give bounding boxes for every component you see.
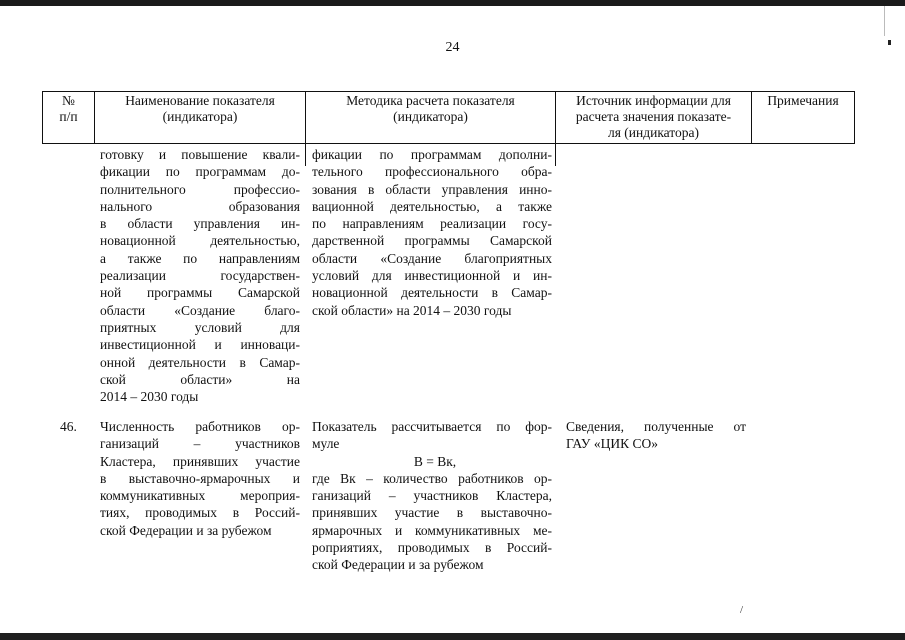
header-notes: Примечания bbox=[752, 92, 855, 144]
stray-mark: / bbox=[740, 604, 744, 616]
scan-edge-line bbox=[884, 6, 885, 36]
header-number: № п/п bbox=[43, 92, 95, 144]
table-header bbox=[42, 91, 855, 144]
column-divider bbox=[555, 144, 556, 166]
continued-calculation-method: фикации по программам дополни- тельного профессионального обра- зования в области управления инно- вационной деятельностью, а также по направлениям реализации госу- дарственной программы Самарской области «Создание благоприятных условий для инвестиционной и ин- новационной деятельности в Самар- ской области» на 2014 – 2030 годы bbox=[312, 147, 552, 318]
scan-bottom-border bbox=[0, 633, 905, 640]
row-46-indicator-name: Численность работников ор- ганизаций – участников Кластера, принявших участие в выставочно-ярмарочных и коммуникативных мероприя- тиях, проводимых в Россий- ской Федерации и за рубежом bbox=[100, 419, 300, 538]
row-46-number: 46. bbox=[60, 419, 77, 434]
formula: В = Вк, bbox=[413, 453, 457, 469]
page-number: 24 bbox=[445, 40, 460, 55]
scan-top-border bbox=[0, 0, 905, 6]
row-46-information-source: Сведения, полученные от ГАУ «ЦИК СО» bbox=[566, 419, 746, 452]
continued-indicator-name: готовку и повышение квали- фикации по программам до- полнительного профессио- нального образования в области управления ин- новационной деятельностью, а также по направлениям реализации государствен- ной программы Самарской области «Создание благо- приятных условий для инвестиционной и инноваци- онной деятельности в Самар- ской области» на 2014 – 2030 годы bbox=[100, 147, 300, 405]
header-information-source: Источник информации для расчета значения показате- ля (индикатора) bbox=[556, 92, 752, 144]
header-calculation-method: Методика расчета показателя (индикатора) bbox=[306, 92, 556, 144]
column-divider bbox=[305, 144, 306, 166]
header-indicator-name: Наименование показателя (индикатора) bbox=[95, 92, 306, 144]
row-46-calculation-method: Показатель рассчитывается по фор- муле В = Вк, где Вк – количество работников ор- ганизаций – участников Кластера, принявших участие в выставочно- ярмарочных и коммуникативных ме- роприятиях, проводимых в Россий- ской Федерации и за рубежом bbox=[312, 419, 552, 573]
